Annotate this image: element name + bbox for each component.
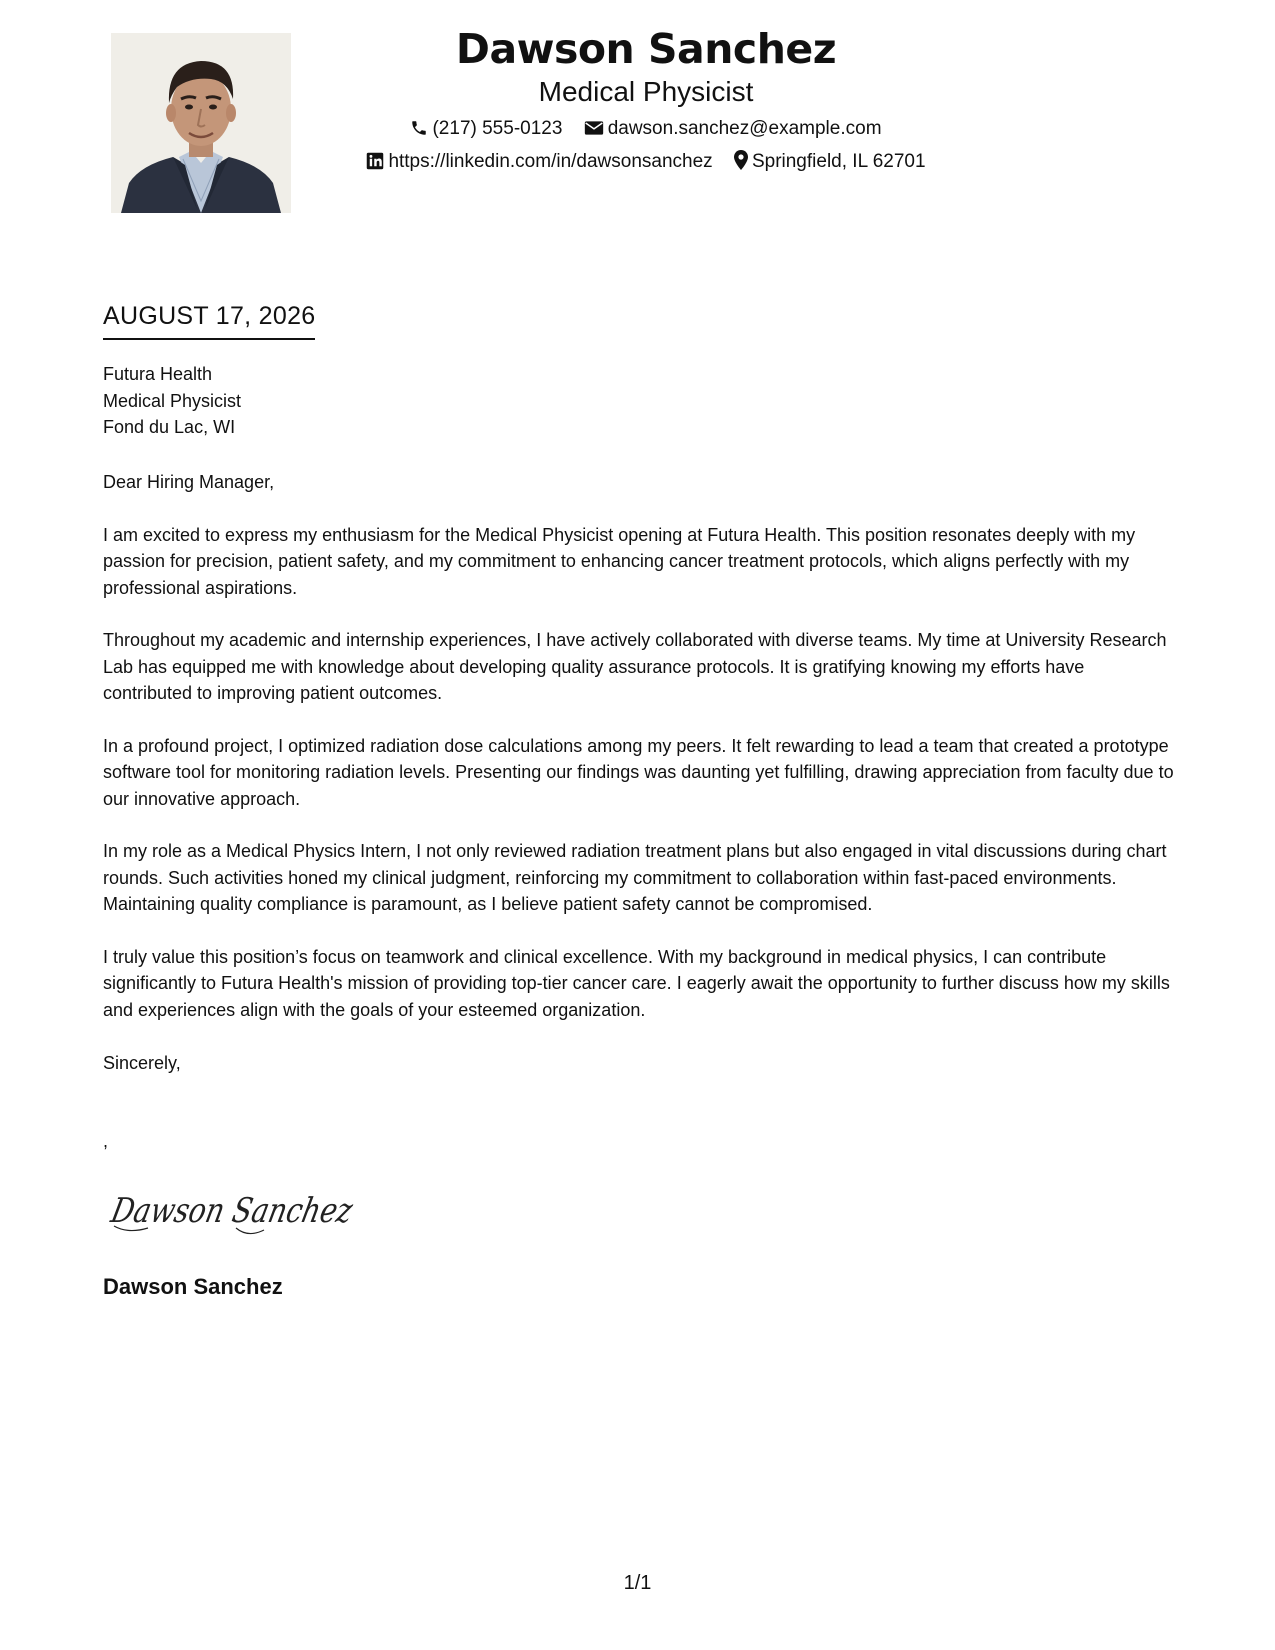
contact-row-secondary — [300, 150, 992, 173]
paragraph: I truly value this position’s focus on teamwork and clinical excellence. With my background in medical physics, I can contribute significantly to Futura Health's mission of providing top-tier cancer care. I eagerly await the opportunity to further discuss how my skills and experiences align with the goals of your esteemed organization. — [103, 946, 1170, 1020]
closing: Sincerely, — [103, 1053, 181, 1073]
paragraph: In a profound project, I optimized radiation dose calculations among my peers. It felt rewarding to lead a team that created a prototype software tool for monitoring radiation levels. Presenting our findings was daunting yet fulfilling, drawing appreciation from faculty due to our innovative approach. — [103, 735, 1174, 809]
paragraph: In my role as a Medical Physics Intern, I not only reviewed radiation treatment plans but also engaged in vital discussions during chart rounds. Such activities honed my clinical judgment, reinforcing my commitment to collaboration within fast-paced environments. Maintaining quality compliance is paramount, as I believe patient safety cannot be compromised. — [103, 841, 1167, 914]
envelope-icon — [584, 119, 604, 137]
signer-name: Dawson Sanchez — [103, 1274, 283, 1299]
map-pin-icon — [734, 150, 748, 170]
linkedin-text: https://linkedin.com/in/dawsonsanchez — [388, 150, 713, 172]
letter-date: AUGUST 17, 2026 — [103, 300, 315, 340]
recipient-location: Fond du Lac, WI — [103, 417, 236, 437]
page-indicator: 1/1 — [623, 1572, 652, 1594]
location-text: Springfield, IL 62701 — [751, 151, 926, 173]
contact-phone[interactable] — [410, 118, 562, 140]
header — [300, 22, 992, 173]
paragraph: I am excited to express my enthusiasm for the Medical Physicist opening at Futura Health. This position resonates deeply with my passion for precision, patient safety, and my commitment to enhancing cancer treatment protocols, which aligns perfectly with my professional aspirations. — [103, 524, 1136, 598]
email-text: dawson.sanchez@example.com — [607, 118, 882, 139]
profile-photo — [111, 33, 291, 213]
recipient-company: Futura Health — [103, 364, 213, 384]
phone-text: (217) 555-0123 — [432, 118, 563, 139]
contact-row-primary — [300, 118, 992, 140]
svg-text:Dawson Sanchez: Dawson Sanchez — [107, 1191, 408, 1231]
contact-linkedin[interactable] — [366, 151, 712, 173]
letter-body — [103, 469, 1175, 1049]
applicant-name: Dawson Sanchez — [455, 25, 837, 73]
contact-location — [734, 150, 926, 173]
paragraph: Throughout my academic and internship experiences, I have actively collaborated with diverse teams. My time at University Research Lab has equipped me with knowledge about developing quality assurance protocols. It is gratifying knowing my efforts have contributed to improving patient outcomes. — [103, 630, 1167, 703]
applicant-title: Medical Physicist — [538, 76, 754, 107]
linkedin-icon — [366, 152, 384, 170]
handwritten-signature — [107, 1182, 408, 1240]
recipient-block — [103, 361, 241, 441]
greeting: Dear Hiring Manager, — [103, 472, 275, 492]
stray-comma: , — [103, 1131, 109, 1151]
recipient-role: Medical Physicist — [103, 390, 242, 411]
contact-email[interactable] — [584, 118, 882, 140]
phone-icon — [410, 119, 428, 137]
